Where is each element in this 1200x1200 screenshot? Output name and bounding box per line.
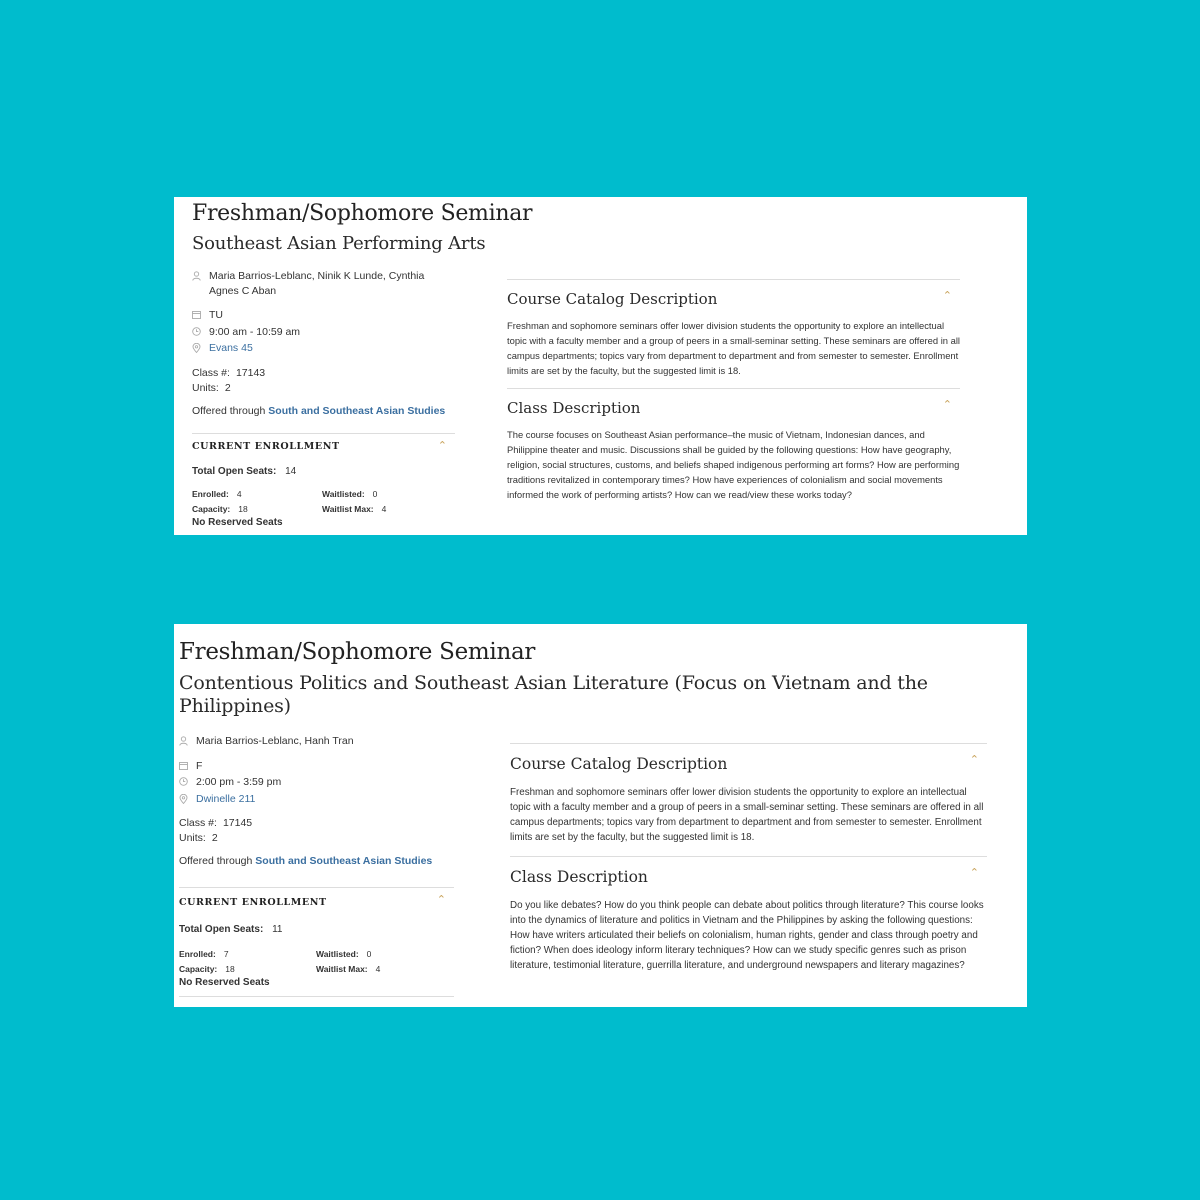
enrolled-label: Enrolled: [179, 949, 216, 959]
course-card-2 [174, 624, 1027, 1007]
offered-through-row [192, 404, 455, 419]
catalog-description-text: Freshman and sophomore seminars offer lower division students the opportunity to explore an intellectual topic with a faculty member and a group of peers in a small-seminar setting. These seminars are offered in all campus departments; topics vary from department to department and from semester to semester. Enrollment limits are set by the faculty, but the suggested limit is 18. [507, 320, 960, 376]
class-number-row [192, 366, 455, 381]
course-title: Freshman/Sophomore Seminar [179, 639, 536, 665]
time-row [192, 325, 455, 340]
class-number-label: Class #: [192, 366, 230, 379]
enrollment-stats [179, 949, 454, 974]
catalog-description-section [507, 279, 960, 388]
instructors: Maria Barrios-Leblanc, Hanh Tran [196, 735, 354, 747]
course-subtitle: Contentious Politics and Southeast Asian Literature (Focus on Vietnam and the Philippines) [179, 672, 928, 717]
units-value: 2 [224, 381, 231, 394]
days-row [179, 759, 454, 774]
person-icon [192, 269, 209, 281]
class-number-row [179, 816, 454, 831]
days-row [192, 308, 455, 323]
enrolled-label: Enrolled: [192, 488, 229, 499]
waitlist-max-value: 4 [375, 964, 381, 974]
waitlisted-label: Waitlisted: [316, 949, 359, 959]
waitlisted-label: Waitlisted: [322, 488, 365, 499]
class-number: 17145 [222, 817, 253, 829]
enrolled-value: 7 [223, 949, 229, 959]
open-seats-value: 14 [285, 465, 297, 477]
chevron-up-icon[interactable]: ⌃ [942, 290, 952, 302]
enrollment-panel [192, 433, 455, 528]
reserved-seats: No Reserved Seats [179, 977, 270, 988]
meeting-days: F [196, 759, 203, 772]
location-row [179, 792, 454, 807]
waitlisted-value: 0 [372, 488, 378, 499]
instructors-row [192, 269, 455, 298]
calendar-icon [179, 759, 196, 770]
instructors-row [179, 734, 454, 749]
capacity-label: Capacity: [192, 503, 231, 514]
units-label: Units: [192, 381, 219, 394]
course-details [192, 269, 455, 528]
waitlist-max-label: Waitlist Max: [322, 503, 374, 514]
descriptions [507, 279, 960, 512]
waitlist-max-value: 4 [381, 503, 387, 514]
meeting-time: 9:00 am - 10:59 am [209, 325, 301, 338]
chevron-up-icon[interactable]: ⌃ [942, 399, 952, 411]
enrollment-heading: CURRENT ENROLLMENT [192, 440, 340, 452]
clock-icon [179, 775, 196, 786]
location-row [192, 341, 455, 356]
meeting-time: 2:00 pm - 3:59 pm [196, 776, 282, 788]
catalog-description-heading[interactable]: Course Catalog Description [507, 290, 718, 308]
open-seats [192, 466, 455, 477]
catalog-description-text: Freshman and sophomore seminars offer lower division students the opportunity to explore an intellectual topic with a faculty member and a group of peers in a small-seminar setting. These seminars are offered in all campus departments; topics vary from department to department and from semester to semester. Enrollment limits are set by the faculty, but the suggested limit is 18. [510, 787, 984, 843]
department-link[interactable]: South and Southeast Asian Studies [268, 404, 446, 417]
meeting-days: TU [209, 309, 223, 321]
course-title: Freshman/Sophomore Seminar [192, 201, 533, 226]
capacity-label: Capacity: [179, 964, 218, 974]
course-card-1 [174, 197, 1027, 535]
chevron-up-icon[interactable]: ⌃ [969, 754, 979, 766]
enrollment-heading: CURRENT ENROLLMENT [179, 897, 327, 908]
course-subtitle: Southeast Asian Performing Arts [192, 233, 486, 254]
location-link[interactable]: Evans 45 [209, 342, 253, 354]
offered-through-label: Offered through [179, 855, 253, 867]
calendar-icon [192, 308, 209, 319]
class-description-text: The course focuses on Southeast Asian performance–the music of Vietnam, Indonesian dances, and Philippine theater and music. Discussions shall be guided by the following questions: How have geography, religion, social structures, customs, and beliefs shaped indigenous performing art forms? How are performing traditions revitalized in contemporary times? How have experiences of colonialism and social movements informed the work of performing artists? How can we read/view these works today? [507, 429, 960, 500]
units-row [192, 381, 455, 396]
class-description-heading[interactable]: Class Description [507, 399, 641, 417]
map-pin-icon [192, 341, 209, 353]
descriptions [510, 743, 987, 984]
units-value: 2 [211, 832, 218, 844]
chevron-up-icon[interactable]: ⌃ [437, 439, 447, 452]
class-number-label: Class #: [179, 817, 217, 829]
enrollment-stats [192, 489, 455, 514]
map-pin-icon [179, 792, 196, 804]
capacity-value: 18 [225, 964, 235, 974]
offered-through-row [179, 854, 454, 869]
open-seats-label: Total Open Seats: [192, 465, 277, 477]
location-link[interactable]: Dwinelle 211 [196, 792, 256, 805]
instructors: Maria Barrios-Leblanc, Ninik K Lunde, Cynthia Agnes C Aban [209, 270, 425, 297]
department-link[interactable]: South and Southeast Asian Studies [255, 855, 433, 867]
chevron-up-icon[interactable]: ⌃ [436, 894, 446, 906]
waitlist-max-label: Waitlist Max: [316, 964, 368, 974]
course-details [179, 734, 454, 997]
person-icon [179, 734, 196, 746]
catalog-description-heading[interactable]: Course Catalog Description [510, 755, 728, 773]
clock-icon [192, 325, 209, 336]
time-row [179, 775, 454, 790]
waitlisted-value: 0 [366, 949, 372, 959]
class-number: 17143 [235, 366, 266, 379]
open-seats-value: 11 [272, 924, 283, 935]
open-seats-label: Total Open Seats: [179, 924, 264, 935]
class-description-text: Do you like debates? How do you think people can debate about politics through literature? This course looks into the dynamics of literature and politics in Vietnam and the Philippines by asking the following questions: How have writers articulated their beliefs on colonialism, human rights, gender and class through poetry and fiction? When does ideology inform literary techniques? How can we study specific genres such as prison literature, testimonial literature, guerrilla literature, and underground newspapers and literary magazines? [510, 900, 984, 971]
class-description-section [507, 388, 960, 512]
catalog-description-section [510, 743, 987, 856]
divider [179, 996, 454, 997]
class-description-heading[interactable]: Class Description [510, 868, 648, 886]
offered-through-label: Offered through [192, 404, 266, 417]
chevron-up-icon[interactable]: ⌃ [969, 867, 979, 879]
capacity-value: 18 [238, 503, 248, 514]
units-row [179, 831, 454, 846]
class-description-section [510, 856, 987, 984]
reserved-seats: No Reserved Seats [192, 516, 283, 528]
enrolled-value: 4 [236, 488, 242, 499]
open-seats [179, 924, 454, 935]
enrollment-panel [179, 887, 454, 997]
units-label: Units: [179, 832, 206, 844]
